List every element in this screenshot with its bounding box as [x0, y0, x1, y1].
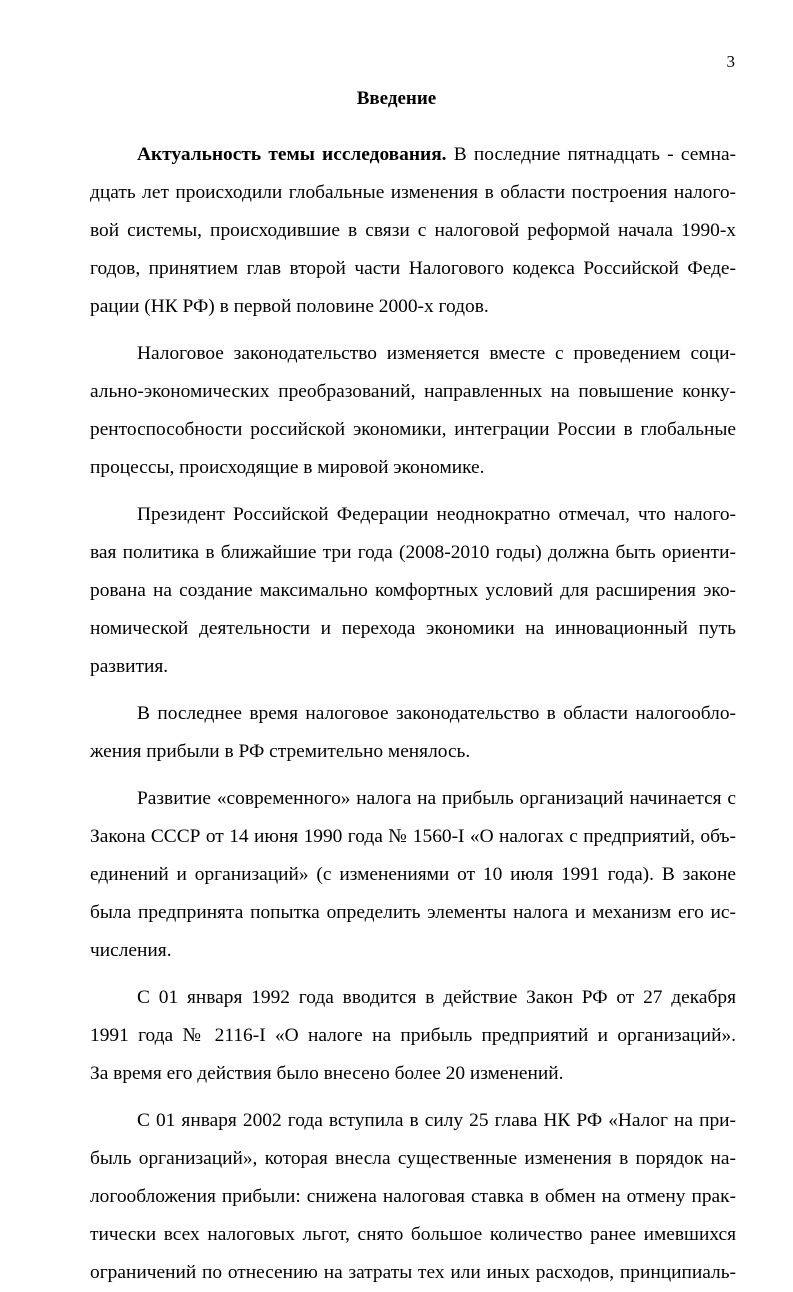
page-title: Введение — [356, 88, 437, 109]
paragraph-line: годов, принятием глав второй части Налогового кодекса Российской Феде- — [90, 258, 736, 279]
document-body — [90, 136, 736, 1292]
paragraph-line: За время его действия было внесено более 20 изменений. — [90, 1063, 564, 1084]
paragraph-line: С 01 января 1992 года вводится в действие Закон РФ от 27 декабря — [137, 987, 736, 1008]
paragraph-line: тически всех налоговых льгот, снято большое количество ранее имевшихся — [90, 1224, 736, 1245]
paragraph-line: рентоспособности российской экономики, интеграции России в глобальные — [90, 419, 736, 440]
paragraph-line: В последнее время налоговое законодательство в области налогообло- — [137, 703, 736, 724]
paragraph-line: Актуальность темы исследования. В последние пятнадцать - семна- — [137, 144, 737, 165]
paragraph-line: ограничений по отнесению на затраты тех или иных расходов, принципиаль- — [90, 1262, 736, 1283]
paragraph-line: Президент Российской Федерации неоднократно отмечал, что налого- — [137, 504, 736, 525]
paragraph-line: логообложения прибыли: снижена налоговая ставка в обмен на отмену прак- — [90, 1186, 736, 1207]
paragraph-line: быль организаций», которая внесла существенные изменения в порядок на- — [90, 1148, 736, 1169]
paragraph-legislation — [90, 335, 736, 487]
paragraph-president — [90, 496, 736, 686]
paragraph-ussr-law — [90, 780, 736, 970]
paragraph-line: числения. — [90, 940, 172, 961]
paragraph-line: была предпринята попытка определить элементы налога и механизм его ис- — [90, 902, 736, 923]
paragraph-line: Налоговое законодательство изменяется вместе с проведением соци- — [137, 343, 736, 364]
page-number: 3 — [726, 52, 735, 71]
relevance-lead: Актуальность темы исследования. — [137, 144, 447, 165]
paragraph-line: дцать лет происходили глобальные изменения в области построения налого- — [90, 182, 736, 203]
paragraph-line: Закона СССР от 14 июня 1990 года № 1560-I «О налогах с предприятий, объ- — [90, 826, 736, 847]
paragraph-line: вая политика в ближайшие три года (2008-2010 годы) должна быть ориенти- — [90, 542, 736, 563]
paragraph-line: жения прибыли в РФ стремительно менялось. — [90, 741, 471, 762]
paragraph-line: С 01 января 2002 года вступила в силу 25 глава НК РФ «Налог на при- — [137, 1110, 736, 1131]
paragraph-relevance — [90, 136, 736, 326]
paragraph-line: развития. — [90, 656, 169, 677]
paragraph-line: ально-экономических преобразований, направленных на повышение конку- — [90, 381, 736, 402]
paragraph-line: процессы, происходящие в мировой экономике. — [90, 457, 485, 478]
paragraph-tax-code-2002 — [90, 1102, 736, 1292]
paragraph-line: рации (НК РФ) в первой половине 2000-х годов. — [90, 296, 489, 317]
paragraph-line: рована на создание максимально комфортных условий для расширения эко- — [90, 580, 736, 601]
paragraph-rf-law-1992 — [90, 979, 736, 1093]
paragraph-line: единений и организаций» (с изменениями от 10 июля 1991 года). В законе — [90, 864, 736, 885]
paragraph-line: номической деятельности и перехода экономики на инновационный путь — [90, 618, 736, 639]
paragraph-recent-changes — [90, 695, 736, 771]
paragraph-line: Развитие «современного» налога на прибыль организаций начинается с — [137, 788, 736, 809]
paragraph-line: 1991 года № 2116-I «О налоге на прибыль предприятий и организаций». — [90, 1025, 736, 1046]
paragraph-line: вой системы, происходившие в связи с налоговой реформой начала 1990-х — [90, 220, 736, 241]
